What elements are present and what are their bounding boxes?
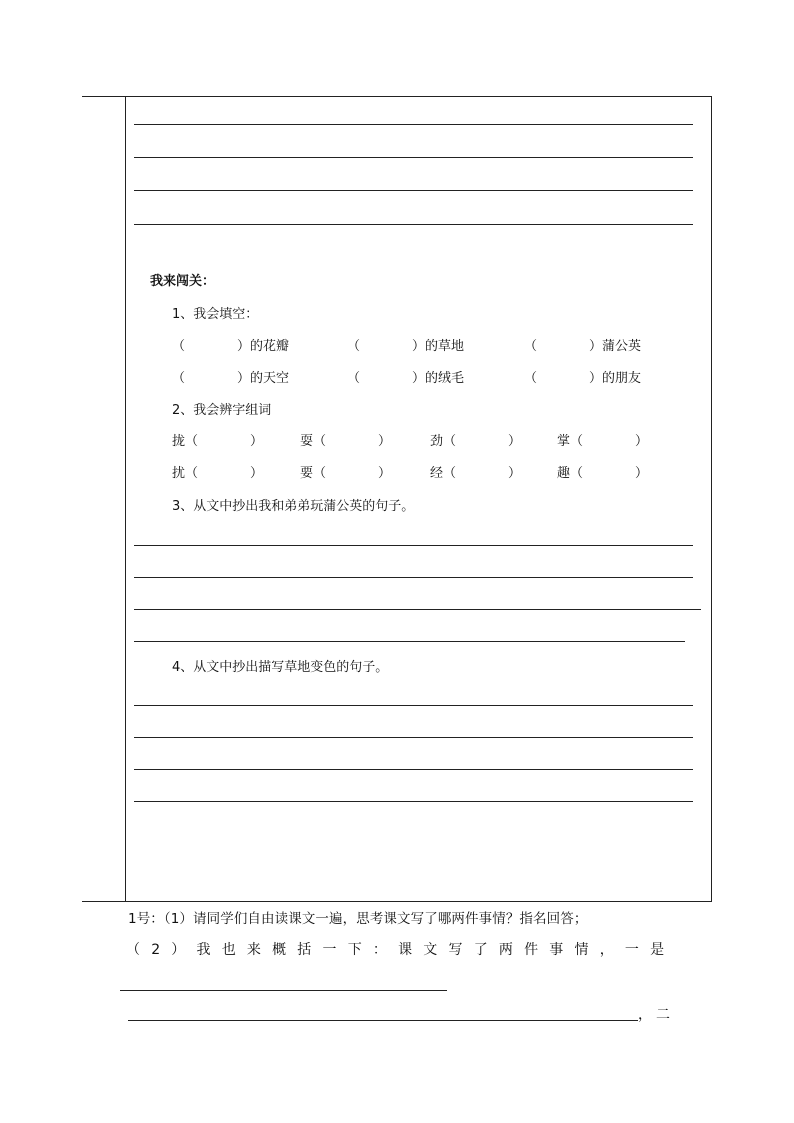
- q2-blank[interactable]: 耍（ ）: [300, 434, 392, 449]
- writing-line: [134, 157, 693, 158]
- q1-blank[interactable]: （ ）蒲公英: [524, 339, 642, 354]
- q2-blank[interactable]: 劲（ ）: [430, 434, 522, 449]
- answer-line: [134, 609, 701, 610]
- q2-blank[interactable]: 扰（ ）: [172, 466, 264, 481]
- table-left-border: [125, 96, 126, 901]
- answer-line: [134, 545, 693, 546]
- q1-blank[interactable]: （ ）的草地: [347, 339, 465, 354]
- fill-line: [128, 1020, 638, 1021]
- writing-line: [134, 224, 693, 225]
- answer-line: [134, 577, 693, 578]
- footer-line-1: 1号：（1）请同学们自由读课文一遍，思考课文写了哪两件事情？指名回答；: [128, 911, 588, 927]
- q1-blank[interactable]: （ ）的花瓣: [172, 339, 290, 354]
- table-top-border: [82, 96, 712, 97]
- q2-title: 2、我会辨字组词: [172, 403, 272, 418]
- q1-blank[interactable]: （ ）的绒毛: [347, 371, 465, 386]
- q4-title: 4、从文中抄出描写草地变色的句子。: [172, 660, 389, 675]
- footer-line-4-end: ，二: [638, 1007, 674, 1023]
- writing-line: [134, 190, 693, 191]
- answer-line: [134, 705, 693, 706]
- q1-blank[interactable]: （ ）的朋友: [524, 371, 642, 386]
- q2-blank[interactable]: 趣（ ）: [557, 466, 649, 481]
- answer-line: [134, 641, 685, 642]
- q2-blank[interactable]: 掌（ ）: [557, 434, 649, 449]
- q3-title: 3、从文中抄出我和弟弟玩蒲公英的句子。: [172, 499, 415, 514]
- answer-line: [134, 769, 693, 770]
- writing-line: [134, 124, 693, 125]
- q2-blank[interactable]: 要（ ）: [300, 466, 392, 481]
- q1-title: 1、我会填空：: [172, 307, 259, 322]
- answer-line: [134, 737, 693, 738]
- section-title: 我来闯关：: [150, 274, 216, 289]
- fill-line: [120, 990, 447, 991]
- table-bottom-border: [82, 901, 712, 902]
- q2-blank[interactable]: 拢（ ）: [172, 434, 264, 449]
- q2-blank[interactable]: 经（ ）: [430, 466, 522, 481]
- answer-line: [134, 801, 693, 802]
- table-right-border: [711, 96, 712, 901]
- footer-line-2: （2）我也来概括一下：课文写了两件事情，一是: [126, 942, 676, 958]
- q1-blank[interactable]: （ ）的天空: [172, 371, 290, 386]
